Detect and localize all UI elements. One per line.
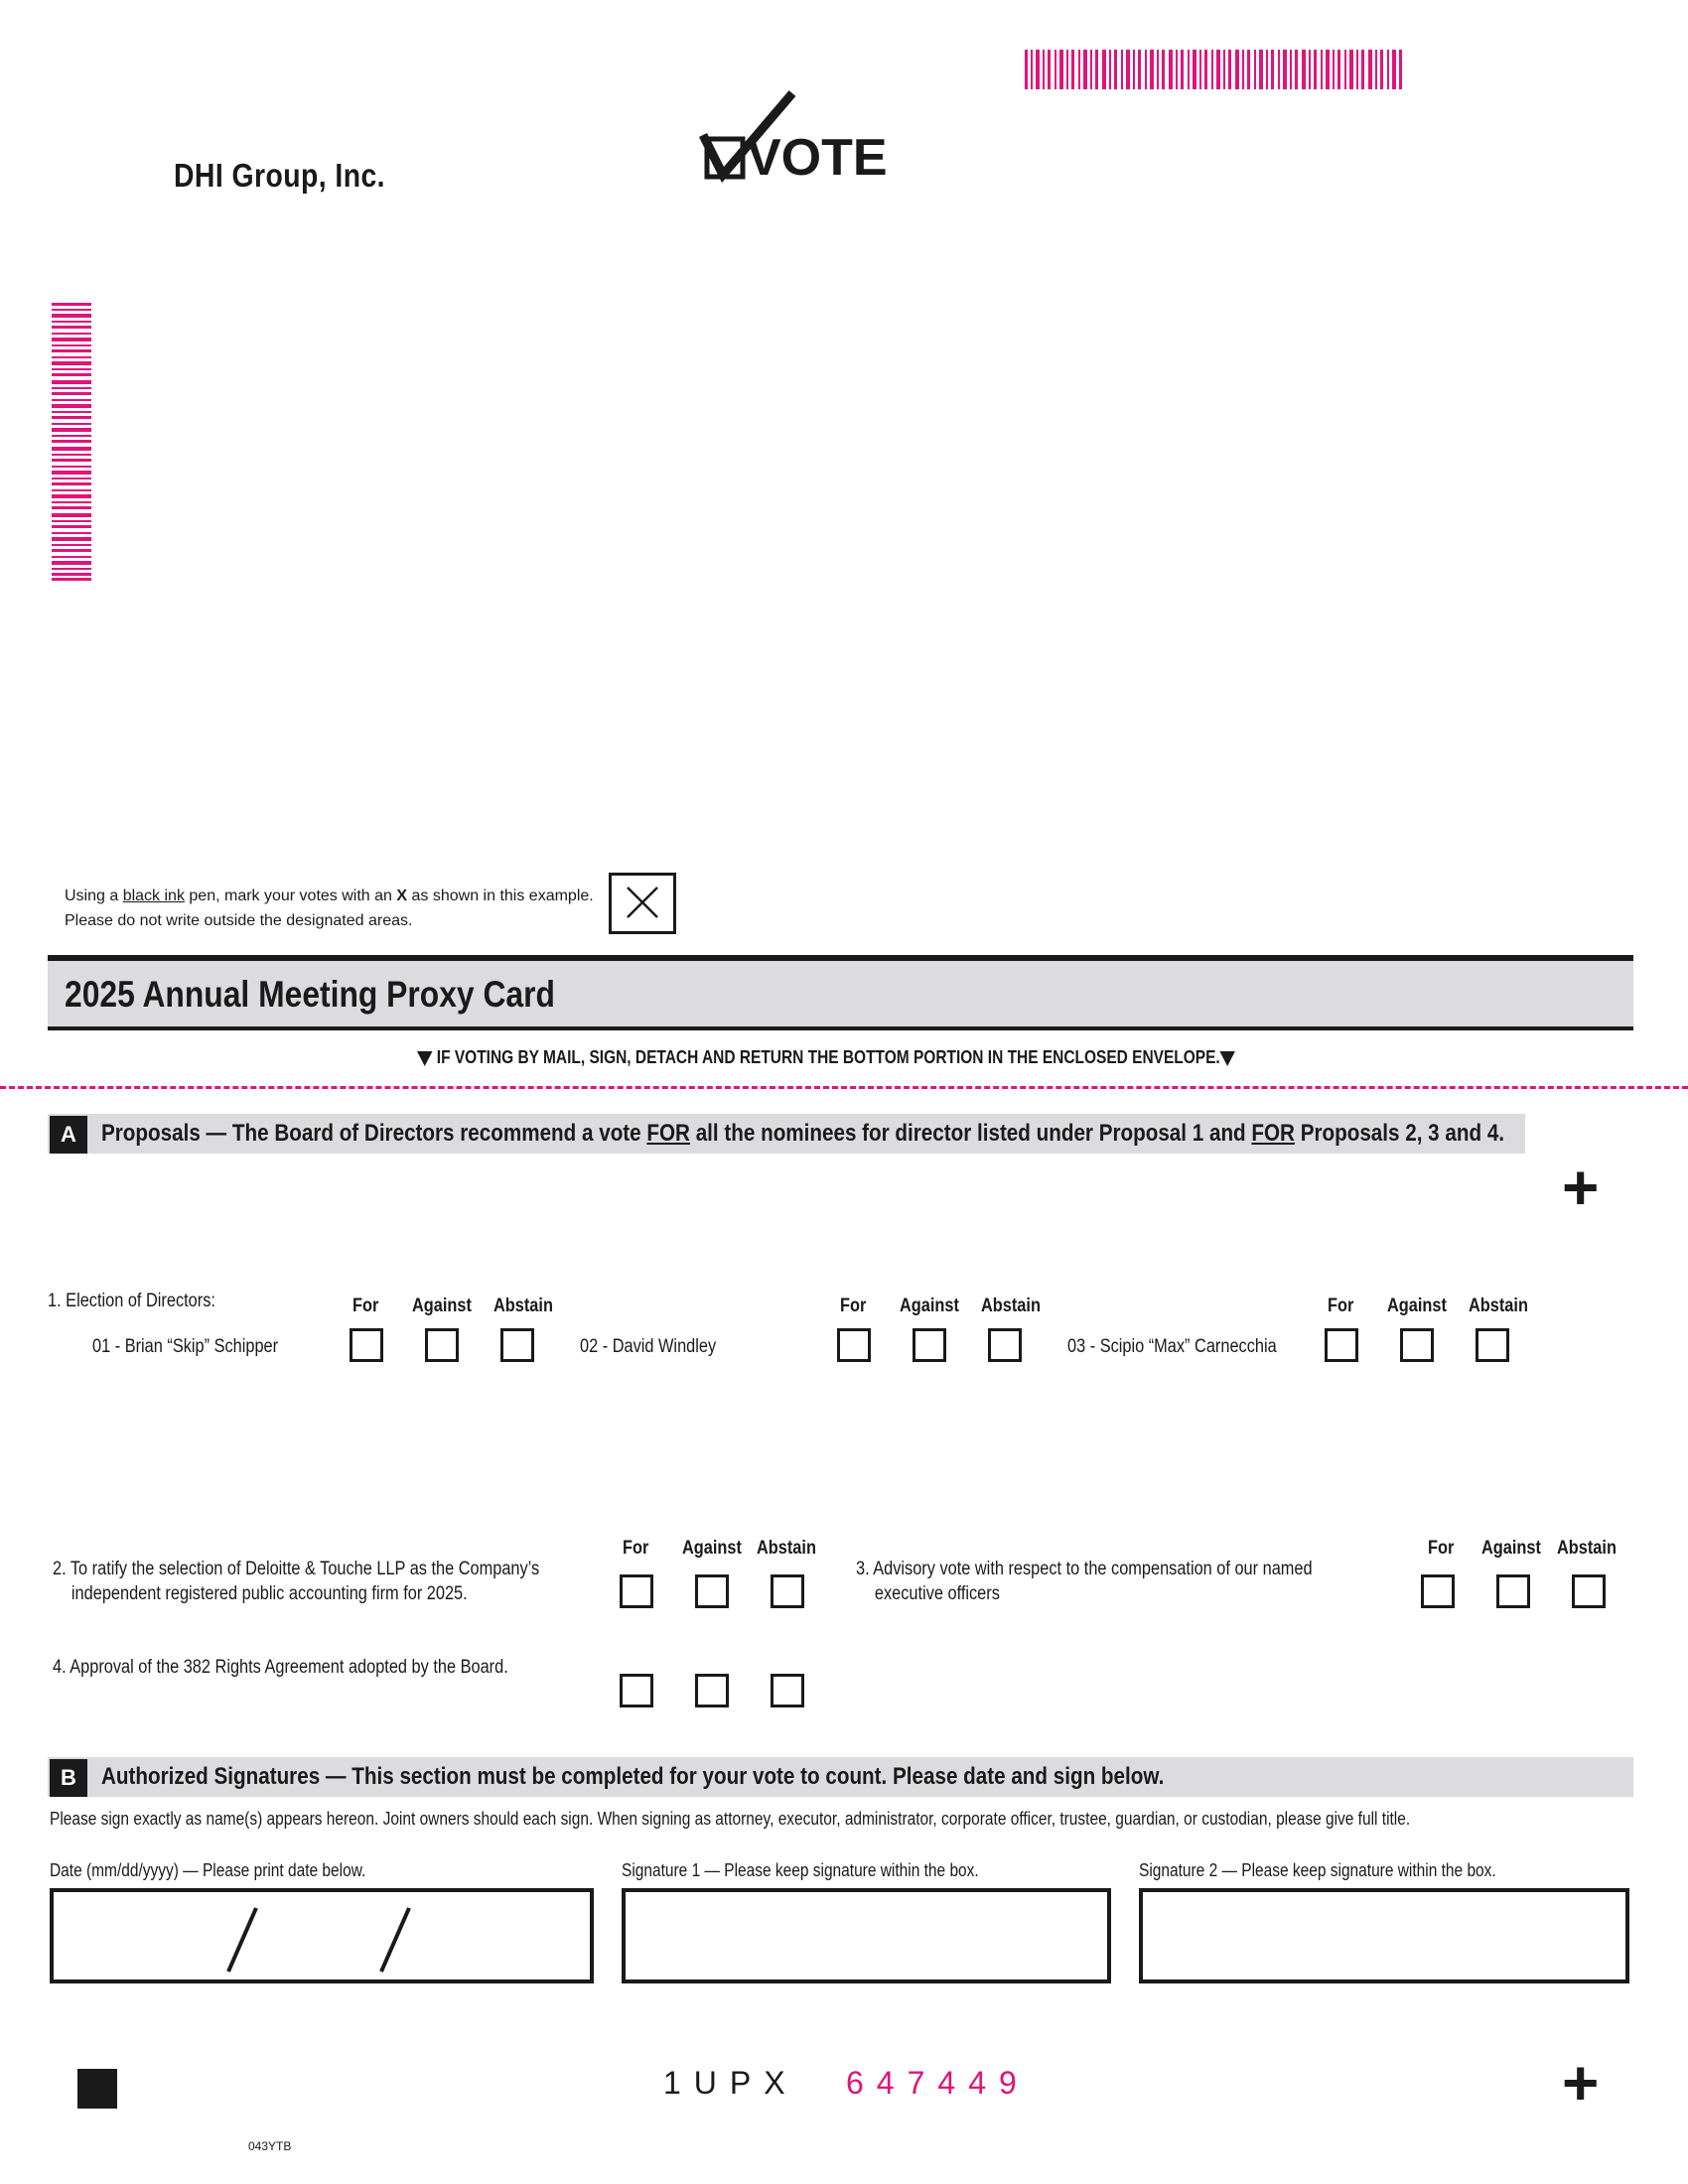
col-against: Against <box>900 1296 959 1316</box>
nominee-02-for-checkbox[interactable] <box>837 1328 871 1362</box>
nominee-03: 03 - Scipio “Max” Carnecchia <box>1067 1336 1277 1357</box>
signature-2-box[interactable] <box>1139 1888 1629 1983</box>
proposal-4-abstain-checkbox[interactable] <box>771 1674 804 1707</box>
mail-instructions: IF VOTING BY MAIL, SIGN, DETACH AND RETURN THE BOTTOM PORTION IN THE ENCLOSED ENVELOPE. <box>417 1047 1235 1068</box>
marking-instructions: Using a black ink pen, mark your votes with an X as shown in this example. Please do not write outside the designated areas. <box>65 887 594 929</box>
date-slashes <box>50 1888 594 1983</box>
proposal-3-text: 3. Advisory vote with respect to the compensation of our named executive officers <box>856 1559 1313 1604</box>
col-for: For <box>1328 1296 1354 1316</box>
section-b-badge: B <box>50 1759 87 1797</box>
down-triangle-icon <box>417 1051 432 1066</box>
example-mark-box <box>609 873 676 934</box>
detach-line <box>0 1086 1688 1089</box>
proposal-1-label: 1. Election of Directors: <box>48 1291 215 1311</box>
registration-plus-icon: + <box>1562 2047 1600 2118</box>
proposal-4-text: 4. Approval of the 382 Rights Agreement adopted by the Board. <box>53 1657 508 1678</box>
section-a-heading: Proposals — The Board of Directors recommend a vote FOR all the nominees for director listed under Proposal 1 and FOR Proposals 2, 3 and 4. <box>101 1120 1505 1147</box>
nominee-02-abstain-checkbox[interactable] <box>988 1328 1022 1362</box>
col-abstain: Abstain <box>1557 1538 1617 1559</box>
signature-2-label: Signature 2 — Please keep signature within the box. <box>1139 1860 1496 1880</box>
date-label: Date (mm/dd/yyyy) — Please print date below. <box>50 1860 366 1880</box>
proposal-4-against-checkbox[interactable] <box>695 1674 729 1707</box>
nominee-01-abstain-checkbox[interactable] <box>500 1328 534 1362</box>
signature-1-box[interactable] <box>622 1888 1111 1983</box>
col-for: For <box>1428 1538 1455 1559</box>
nominee-01-against-checkbox[interactable] <box>425 1328 459 1362</box>
vote-logo-text: VOTE <box>747 129 888 187</box>
nominee-03-for-checkbox[interactable] <box>1325 1328 1358 1362</box>
nominee-01-for-checkbox[interactable] <box>350 1328 383 1362</box>
col-abstain: Abstain <box>493 1296 553 1316</box>
barcode-top <box>1025 50 1402 89</box>
form-id-number: 647449 <box>846 2065 1030 2101</box>
section-b-heading: Authorized Signatures — This section must be completed for your vote to count. Please date and sign below. <box>101 1763 1165 1790</box>
form-id-code: 1UPX <box>663 2065 798 2101</box>
proposal-3-against-checkbox[interactable] <box>1496 1574 1530 1608</box>
company-name: DHI Group, Inc. <box>174 157 385 194</box>
vote-logo <box>695 87 888 197</box>
col-abstain: Abstain <box>1469 1296 1528 1316</box>
date-input-box[interactable] <box>50 1888 594 1983</box>
down-triangle-icon <box>1220 1051 1235 1066</box>
proposal-2-abstain-checkbox[interactable] <box>771 1574 804 1608</box>
barcode-left <box>52 303 91 581</box>
col-abstain: Abstain <box>981 1296 1041 1316</box>
proposal-3-abstain-checkbox[interactable] <box>1572 1574 1606 1608</box>
signing-instructions: Please sign exactly as name(s) appears hereon. Joint owners should each sign. When signing as attorney, executor, administrator, corporate officer, trustee, guardian, or custodian, please give full title. <box>50 1809 1411 1829</box>
col-against: Against <box>412 1296 472 1316</box>
col-for: For <box>623 1538 649 1559</box>
col-abstain: Abstain <box>757 1538 816 1559</box>
nominee-02-against-checkbox[interactable] <box>913 1328 946 1362</box>
col-for: For <box>840 1296 867 1316</box>
section-a-badge: A <box>50 1116 87 1154</box>
proposal-2-for-checkbox[interactable] <box>620 1574 653 1608</box>
title-rule-bottom <box>48 1026 1633 1030</box>
proposal-3-for-checkbox[interactable] <box>1421 1574 1455 1608</box>
col-against: Against <box>1481 1538 1541 1559</box>
form-code: 043YTB <box>248 2139 292 2153</box>
nominee-01: 01 - Brian “Skip” Schipper <box>92 1336 279 1357</box>
registration-plus-icon: + <box>1562 1152 1600 1223</box>
page-title: 2025 Annual Meeting Proxy Card <box>65 974 555 1015</box>
x-mark-icon <box>626 886 659 919</box>
nominee-02: 02 - David Windley <box>580 1336 717 1357</box>
nominee-03-abstain-checkbox[interactable] <box>1476 1328 1509 1362</box>
signature-1-label: Signature 1 — Please keep signature within the box. <box>622 1860 979 1880</box>
proposal-2-text: 2. To ratify the selection of Deloitte & Touche LLP as the Company’s independent registered public accounting firm for 2025. <box>53 1559 540 1604</box>
col-for: For <box>352 1296 379 1316</box>
proposal-4-for-checkbox[interactable] <box>620 1674 653 1707</box>
col-against: Against <box>1387 1296 1447 1316</box>
col-against: Against <box>682 1538 742 1559</box>
nominee-03-against-checkbox[interactable] <box>1400 1328 1434 1362</box>
black-ink-underlined: black ink <box>122 887 185 904</box>
proposal-2-against-checkbox[interactable] <box>695 1574 729 1608</box>
registration-square <box>77 2069 117 2109</box>
